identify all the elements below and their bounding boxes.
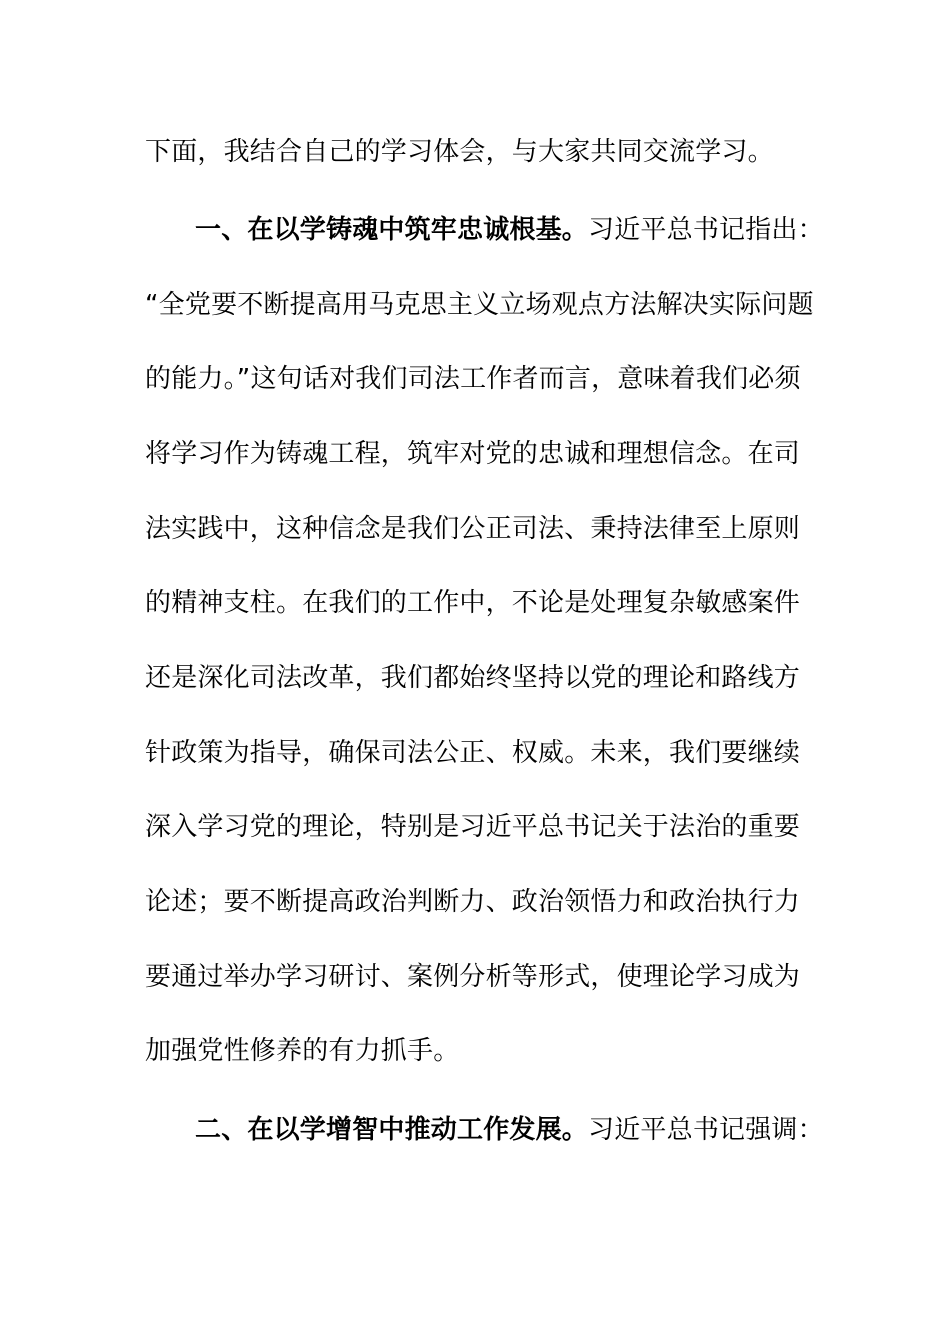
section-1-lead-text: 习近平总书记指出：	[588, 215, 824, 245]
paragraph-line: 针政策为指导，确保司法公正、权威。未来，我们要继续	[145, 738, 801, 768]
paragraph-line: 将学习作为铸魂工程，筑牢对党的忠诚和理想信念。在司	[145, 439, 801, 469]
paragraph-line: 的能力。”这句话对我们司法工作者而言，意味着我们必须	[145, 364, 801, 394]
section-2-heading: 二、在以学增智中推动工作发展。	[195, 1115, 589, 1145]
paragraph-line: 深入学习党的理论，特别是习近平总书记关于法治的重要	[145, 812, 801, 842]
paragraph-line: “全党要不断提高用马克思主义立场观点方法解决实际问题	[145, 290, 814, 320]
paragraph-line: 论述；要不断提高政治判断力、政治领悟力和政治执行力	[145, 887, 801, 917]
intro-line: 下面，我结合自己的学习体会，与大家共同交流学习。	[145, 137, 774, 167]
paragraph-line: 要通过举办学习研讨、案例分析等形式，使理论学习成为	[145, 962, 801, 992]
section-2-lead-text: 习近平总书记强调：	[588, 1115, 824, 1145]
section-2-first-line	[195, 1110, 895, 1150]
paragraph-line: 的精神支柱。在我们的工作中，不论是处理复杂敏感案件	[145, 588, 801, 618]
section-1-first-line	[195, 210, 895, 250]
paragraph-line: 加强党性修养的有力抓手。	[145, 1036, 460, 1066]
paragraph-line: 法实践中，这种信念是我们公正司法、秉持法律至上原则	[145, 514, 801, 544]
section-1-heading: 一、在以学铸魂中筑牢忠诚根基。	[195, 215, 589, 245]
paragraph-line: 还是深化司法改革，我们都始终坚持以党的理论和路线方	[145, 663, 801, 693]
